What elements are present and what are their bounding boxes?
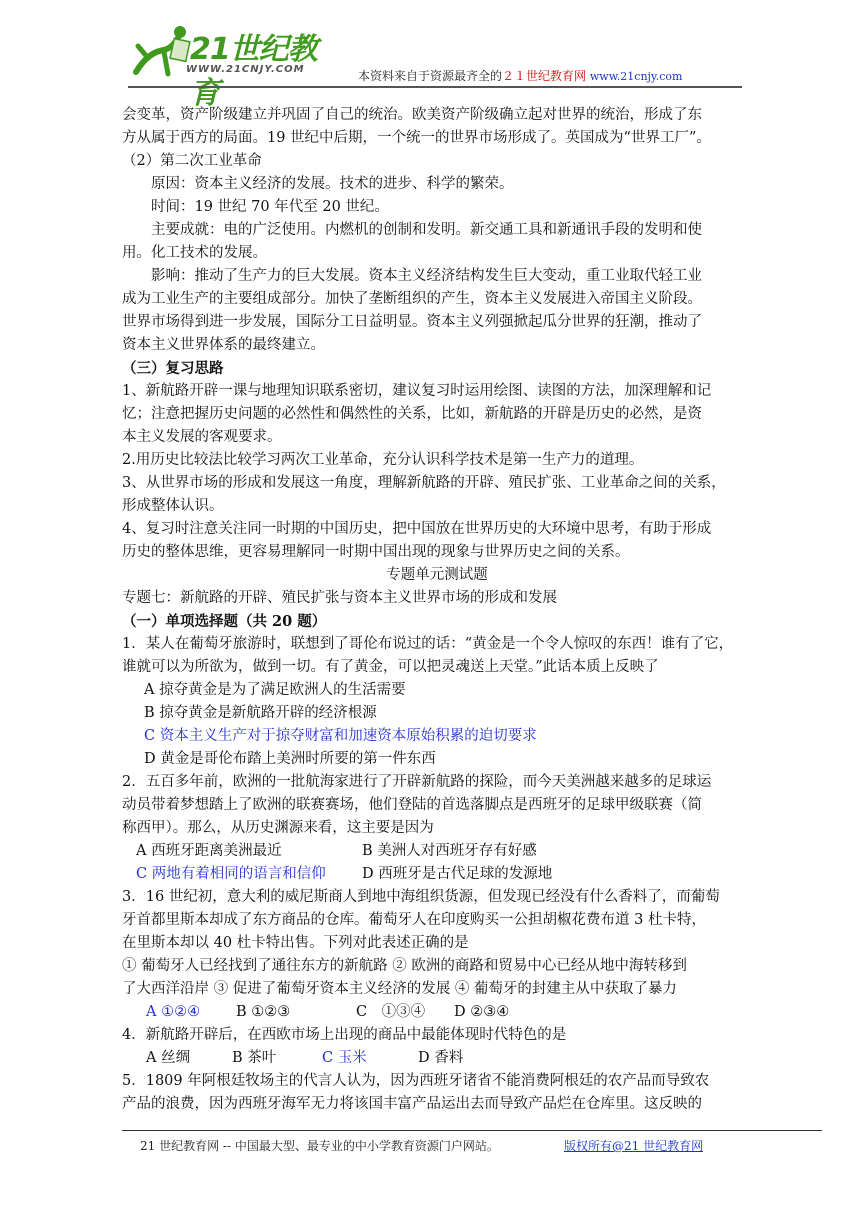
- answer-option: B ①②③: [236, 1004, 291, 1020]
- text-line: 本主义发展的客观要求。: [122, 429, 282, 445]
- question-text: 2．五百多年前，欧洲的一批航海家进行了开辟新航路的探险，而今天美洲越来越多的足球运: [122, 774, 712, 790]
- footer-divider: [122, 1130, 822, 1131]
- text-line: 历史的整体思维，更容易理解同一时期中国出现的现象与世界历史之间的关系。: [122, 544, 630, 560]
- copyright-link[interactable]: 版权所有@21 世纪教育网: [564, 1139, 704, 1153]
- text-line: 形成整体认识。: [122, 498, 224, 514]
- page-footer: [140, 1137, 704, 1154]
- text-line: 影响：推动了生产力的巨大发展。资本主义经济结构发生巨大变动，重工业取代轻工业: [151, 268, 702, 284]
- text-line: 3、从世界市场的形成和发展这一角度，理解新航路的开辟、殖民扩张、工业革命之间的关系，: [122, 475, 726, 491]
- question-text: 称西甲）。那么，从历史渊源来看，这主要是因为: [122, 820, 434, 836]
- answer-option: A 丝绸: [146, 1050, 191, 1066]
- answer-option-correct: C 玉米: [322, 1050, 367, 1066]
- text-line: 4、复习时注意关注同一时期的中国历史，把中国放在世界历史的大环境中思考，有助于形成: [122, 521, 712, 537]
- answer-option: D 西班牙是古代足球的发源地: [362, 866, 553, 882]
- question-text: 5．1809 年阿根廷牧场主的代言人认为，因为西班牙诸省不能消费阿根廷的农产品而导致农: [122, 1073, 710, 1089]
- answer-option-correct: C 资本主义生产对于掠夺财富和加速资本原始积累的迫切要求: [144, 728, 537, 744]
- answer-option: C ①③④: [356, 1004, 426, 1020]
- answer-option: D ②③④: [454, 1004, 510, 1020]
- section-heading: （一）单项选择题（共 20 题）: [122, 613, 327, 630]
- answer-option: B 美洲人对西班牙存有好感: [362, 843, 537, 859]
- logo-text: 21世纪教育: [190, 32, 317, 111]
- header-note: [358, 67, 682, 84]
- question-text: 产品的浪费，因为西班牙海军无力将该国丰富产品运出去而导致产品烂在仓库里。这反映的: [122, 1096, 702, 1112]
- text-line: 方从属于西方的局面。19 世纪中后期，一个统一的世界市场形成了。英国成为“世界工厂”。: [122, 130, 711, 146]
- answer-option: B 茶叶: [232, 1050, 277, 1066]
- question-text: 1．某人在葡萄牙旅游时，联想到了哥伦布说过的话：“黄金是一个令人惊叹的东西！谁有了它，: [122, 636, 734, 652]
- logo-url: WWW.21CNJY.COM: [186, 64, 305, 75]
- text-line: 1、新航路开辟一课与地理知识联系密切，建议复习时运用绘图、读图的方法，加深理解和记: [122, 383, 712, 399]
- text-line: 主要成就：电的广泛使用。内燃机的创制和发明。新交通工具和新通讯手段的发明和使: [151, 222, 702, 238]
- question-text: 在里斯本却以 40 杜卡特出售。下列对此表述正确的是: [122, 935, 469, 951]
- answer-option-row: [122, 1047, 752, 1070]
- answer-option: D 黄金是哥伦布踏上美洲时所要的第一件东西: [144, 751, 436, 767]
- answer-option-row: [122, 1001, 752, 1024]
- answer-option-correct: C 两地有着相同的语言和信仰: [136, 866, 326, 882]
- question-text: 4．新航路开辟后，在西欧市场上出现的商品中最能体现时代特色的是: [122, 1027, 567, 1043]
- text-line: 时间：19 世纪 70 年代至 20 世纪。: [151, 199, 389, 215]
- question-text: 牙首都里斯本却成了东方商品的仓库。葡萄牙人在印度购买一公担胡椒花费布道 3 杜卡特，: [122, 912, 706, 928]
- text-line: 用。化工技术的发展。: [122, 245, 267, 261]
- question-text: 3．16 世纪初，意大利的威尼斯商人到地中海组织货源，但发现已经没有什么香料了，而葡萄: [122, 889, 720, 905]
- header-note-url[interactable]: www.21cnjy.com: [589, 70, 683, 83]
- logo: [128, 22, 338, 111]
- text-line: 原因：资本主义经济的发展。技术的进步、科学的繁荣。: [151, 176, 514, 192]
- section-heading: （2）第二次工业革命: [122, 153, 262, 169]
- answer-option: D 香料: [418, 1050, 464, 1066]
- header-note-prefix: 本资料来自于资源最齐全的: [358, 69, 503, 83]
- text-line: 会变革，资产阶级建立并巩固了自己的统治。欧美资产阶级确立起对世界的统治，形成了东: [122, 107, 702, 123]
- answer-option-row: [122, 840, 752, 863]
- text-line: 世界市场得到进一步发展，国际分工日益明显。资本主义列强掀起瓜分世界的狂潮，推动了: [122, 314, 702, 330]
- question-text: 动员带着梦想踏上了欧洲的联赛赛场，他们登陆的首选落脚点是西班牙的足球甲级联赛（简: [122, 797, 702, 813]
- test-title: 专题单元测试题: [386, 567, 488, 583]
- question-text: 了大西洋沿岸 ③ 促进了葡萄牙资本主义经济的发展 ④ 葡萄牙的封建主从中获取了暴力: [122, 981, 677, 997]
- text-line: 成为工业生产的主要组成部分。加快了垄断组织的产生，资本主义发展进入帝国主义阶段。: [122, 291, 702, 307]
- footer-text: 21 世纪教育网 -- 中国最大型、最专业的中小学教育资源门户网站。: [140, 1139, 499, 1153]
- test-subtitle: 专题七：新航路的开辟、殖民扩张与资本主义世界市场的形成和发展: [122, 590, 557, 606]
- text-line: 2.用历史比较法比较学习两次工业革命，充分认识科学技术是第一生产力的道理。: [122, 452, 644, 468]
- header-note-site[interactable]: ２１世纪教育网: [502, 69, 587, 83]
- answer-option: A 西班牙距离美洲最近: [136, 843, 282, 859]
- page-header: [0, 0, 860, 111]
- text-line: 忆；注意把握历史问题的必然性和偶然性的关系，比如，新航路的开辟是历史的必然，是资: [122, 406, 702, 422]
- document-body: [122, 104, 752, 1116]
- question-text: 谁就可以为所欲为，做到一切。有了黄金，可以把灵魂送上天堂。”此话本质上反映了: [122, 659, 659, 675]
- answer-option-row: [122, 863, 752, 886]
- answer-option: B 掠夺黄金是新航路开辟的经济根源: [144, 705, 377, 721]
- header-divider: [128, 86, 742, 88]
- question-text: ① 葡萄牙人已经找到了通往东方的新航路 ② 欧洲的商路和贸易中心已经从地中海转移到: [122, 958, 687, 974]
- section-heading: （三）复习思路: [122, 360, 224, 377]
- answer-option-correct: A ①②④: [146, 1004, 201, 1020]
- text-line: 资本主义世界体系的最终建立。: [122, 337, 325, 353]
- answer-option: A 掠夺黄金是为了满足欧洲人的生活需要: [144, 682, 406, 698]
